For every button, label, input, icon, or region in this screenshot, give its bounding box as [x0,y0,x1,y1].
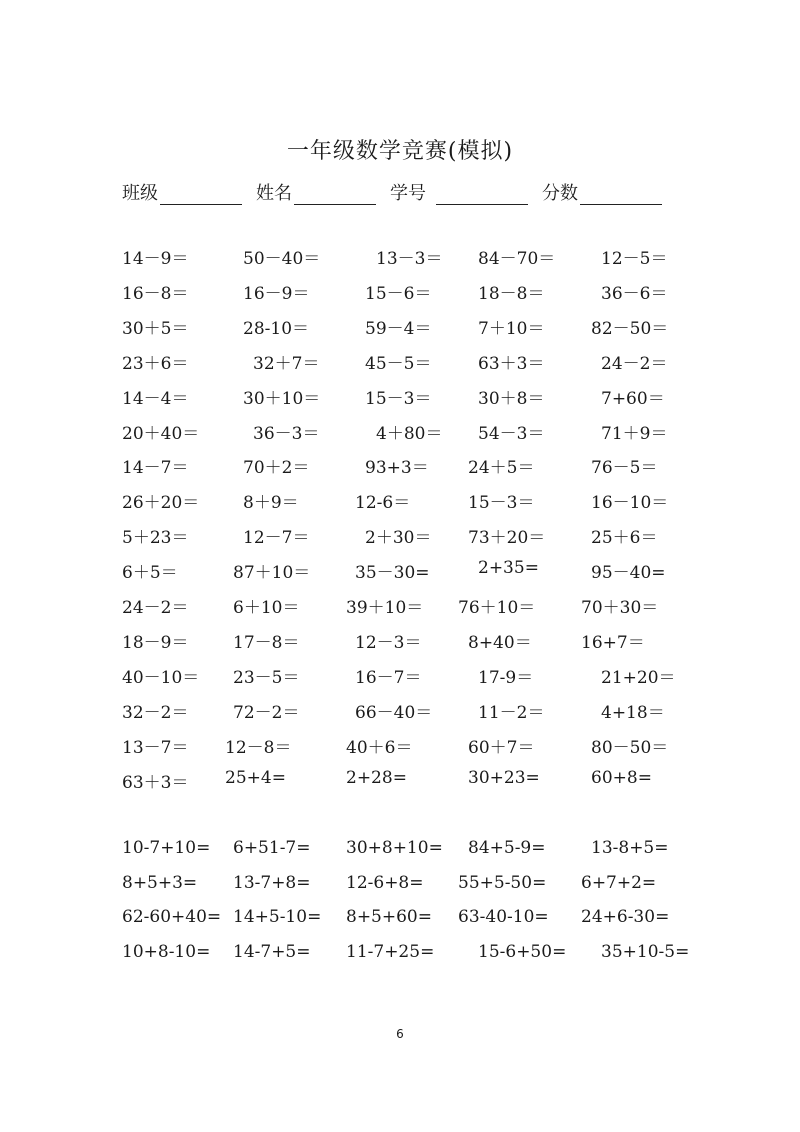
section2-problem-r1-c4: 84+5-9= [468,838,546,858]
section1-problem-r10-c2: 87＋10＝ [233,563,311,584]
section1-problem-r7-c5: 76－5＝ [591,458,658,479]
section1-problem-r12-c5: 16+7＝ [581,632,645,653]
section1-problem-r16-c2: 25+4= [225,767,286,788]
section2-problem-r1-c3: 30+8+10= [346,838,443,858]
section1-problem-r4-c3: 45－5＝ [365,353,432,374]
section1-problem-r3-c3: 59－4＝ [365,318,432,339]
section1-problem-r10-c3: 35－30= [355,563,430,584]
section1-problem-r13-c2: 23－5＝ [233,667,300,688]
section1-problem-r3-c5: 82－50＝ [591,318,669,339]
info-class-label: 班级 [122,183,158,204]
info-class [122,179,242,205]
section1-problem-r14-c2: 72－2＝ [233,702,300,723]
section2-problem-r2-c1: 8+5+3= [122,872,198,893]
section1-problem-r3-c1: 30＋5＝ [122,318,189,339]
section1-problem-r9-c1: 5＋23＝ [122,528,189,549]
section1-problem-r11-c3: 39＋10＝ [346,598,424,618]
student-info-row [122,179,676,205]
section1-problem-r7-c3: 93+3＝ [365,458,429,479]
section1-problem-r2-c2: 16－9＝ [243,283,310,304]
section1-problem-r11-c4: 76＋10＝ [458,598,536,618]
section1-problem-r3-c4: 7＋10＝ [478,318,545,339]
section1-problem-r1-c2: 50－40＝ [243,249,321,269]
section1-problem-r12-c1: 18－9＝ [122,632,189,653]
info-score-label: 分数 [542,183,578,204]
section2-problem-r1-c1: 10-7+10= [122,838,211,858]
info-student-id-blank[interactable] [436,184,528,205]
section1-problem-r13-c4: 17-9＝ [478,667,534,688]
section2-problem-r2-c4: 55+5-50= [458,872,547,893]
section1-problem-r1-c1: 14－9＝ [122,249,189,269]
info-student-id [390,179,528,205]
section2-problem-r3-c5: 24+6-30= [581,907,670,927]
info-score-blank[interactable] [580,184,662,205]
section1-problem-r7-c2: 70＋2＝ [243,458,310,479]
section1-problem-r5-c4: 30＋8＝ [478,388,545,409]
section1-problem-r2-c1: 16－8＝ [122,283,189,304]
section2-problem-r3-c1: 62-60+40= [122,907,222,927]
section2-problem-r4-c3: 11-7+25= [346,941,435,962]
section1-problem-r10-c1: 6＋5＝ [122,563,178,584]
section1-problem-r4-c1: 23＋6＝ [122,353,189,374]
section1-problem-r12-c3: 12－3＝ [355,632,422,653]
section1-problem-r7-c1: 14－7＝ [122,458,189,479]
section1-problem-r1-c4: 84－70＝ [478,249,556,269]
section1-problem-r8-c3: 12-6＝ [355,493,411,514]
info-score [542,179,662,205]
section1-problem-r11-c5: 70＋30＝ [581,598,659,618]
section1-problem-r15-c2: 12－8＝ [225,737,292,758]
section1-problem-r15-c3: 40＋6＝ [346,737,413,758]
info-class-blank[interactable] [160,184,242,205]
section2-problem-r3-c2: 14+5-10= [233,907,322,927]
section1-problem-r2-c5: 36－6＝ [601,283,668,304]
section2-problem-r3-c3: 8+5+60= [346,907,432,927]
section1-problem-r6-c1: 20＋40＝ [122,423,200,444]
section1-problem-r16-c1: 63＋3＝ [122,772,189,793]
section1-problem-r11-c2: 6＋10＝ [233,598,300,618]
section1-problem-r1-c3: 13－3＝ [376,249,443,269]
info-name-blank[interactable] [294,184,376,205]
section2-problem-r3-c4: 63-40-10= [458,907,549,927]
section1-problem-r4-c2: 32＋7＝ [253,353,320,374]
section1-problem-r3-c2: 28-10＝ [243,318,310,339]
section1-problem-r9-c4: 73＋20＝ [468,528,546,549]
section1-problem-r7-c4: 24＋5＝ [468,458,535,479]
section1-problem-r15-c4: 60＋7＝ [468,737,535,758]
section1-problem-r14-c5: 4+18＝ [601,702,665,723]
section1-problem-r5-c3: 15－3＝ [365,388,432,409]
section1-problem-r11-c1: 24－2＝ [122,598,189,618]
section2-problem-r2-c5: 6+7+2= [581,872,657,893]
section1-problem-r12-c4: 8+40＝ [468,632,532,653]
section1-problem-r13-c3: 16－7＝ [355,667,422,688]
section1-problem-r4-c4: 63＋3＝ [478,353,545,374]
section1-problem-r8-c4: 15－3＝ [468,493,535,514]
section1-problem-r8-c5: 16－10＝ [591,493,669,514]
section1-problem-r10-c5: 95－40= [591,563,666,584]
info-name [256,179,376,205]
section1-problem-r9-c5: 25＋6＝ [591,528,658,549]
section1-problem-r14-c1: 32－2＝ [122,702,189,723]
section1-problem-r8-c1: 26＋20＝ [122,493,200,514]
info-name-label: 姓名 [256,183,292,204]
section1-problem-r9-c3: 2＋30＝ [365,528,432,549]
section1-problem-r16-c4: 30+23= [468,767,540,788]
section2-problem-r4-c1: 10+8-10= [122,941,211,962]
section2-problem-r4-c4: 15-6+50= [478,941,567,962]
section2-problem-r1-c2: 6+51-7= [233,838,311,858]
section1-problem-r5-c1: 14－4＝ [122,388,189,409]
section2-problem-r2-c3: 12-6+8= [346,872,424,893]
section2-problem-r4-c5: 35+10-5= [601,941,690,962]
section1-problem-r6-c3: 4＋80＝ [376,423,443,444]
section1-problem-r6-c4: 54－3＝ [478,423,545,444]
section1-problem-r13-c5: 21+20＝ [601,667,676,688]
section1-problem-r15-c1: 13－7＝ [122,737,189,758]
section1-problem-r2-c3: 15－6＝ [365,283,432,304]
section1-problem-r12-c2: 17－8＝ [233,632,300,653]
section2-problem-r4-c2: 14-7+5= [233,941,311,962]
section1-problem-r6-c5: 71＋9＝ [601,423,668,444]
worksheet-title: 一年级数学竞赛(模拟) [286,139,514,164]
section1-problem-r16-c3: 2+28= [346,767,407,788]
section1-problem-r9-c2: 12－7＝ [243,528,310,549]
section1-problem-r1-c5: 12－5＝ [601,249,668,269]
section1-problem-r8-c2: 8＋9＝ [243,493,299,514]
section1-problem-r14-c3: 66－40＝ [355,702,433,723]
section1-problem-r16-c5: 60+8= [591,767,652,788]
section1-problem-r2-c4: 18－8＝ [478,283,545,304]
section1-problem-r10-c4: 2+35= [478,558,539,579]
section1-problem-r5-c2: 30＋10＝ [243,388,321,409]
section1-problem-r5-c5: 7+60＝ [601,388,665,409]
section1-problem-r13-c1: 40－10＝ [122,667,200,688]
section1-problem-r14-c4: 11－2＝ [478,702,545,723]
page-number: 6 [396,1027,404,1041]
info-student-id-label: 学号 [390,183,426,204]
section2-problem-r1-c5: 13-8+5= [591,838,669,858]
section1-problem-r6-c2: 36－3＝ [253,423,320,444]
section1-problem-r4-c5: 24－2＝ [601,353,668,374]
section2-problem-r2-c2: 13-7+8= [233,872,311,893]
section1-problem-r15-c5: 80－50＝ [591,737,669,758]
